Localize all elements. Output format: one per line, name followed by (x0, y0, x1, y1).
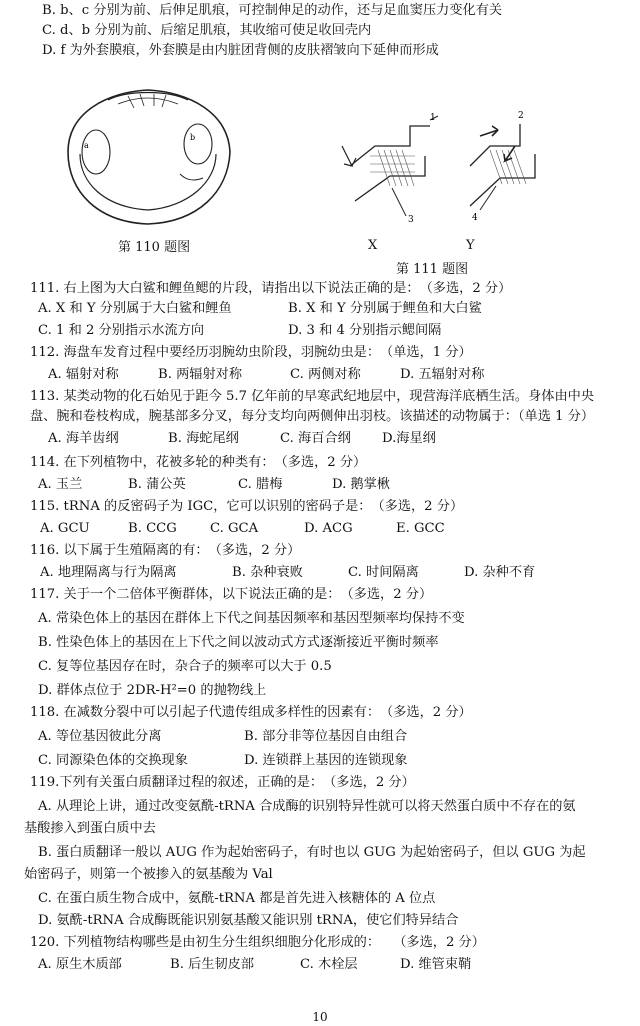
q119-option-c: C. 在蛋白质生物合成中，氨酰-tRNA 都是首先进入核糖体的 A 位点 (38, 891, 436, 906)
q119-option-d: D. 氨酰-tRNA 合成酶既能识别氨基酸又能识别 tRNA，使它们特异结合 (38, 913, 459, 928)
q116-stem: 116. 以下属于生殖隔离的有： （多选，2 分） (30, 543, 301, 558)
fig111-label-1: 1 (430, 113, 436, 123)
q111-option-c: C. 1 和 2 分别指示水流方向 (38, 323, 205, 338)
q119-option-a-continued: 基酸掺入到蛋白质中去 (24, 821, 156, 836)
q113-stem-continued: 盘、腕和卷枝构成，腕基部多分叉，每分支均向两侧伸出羽枝。该描述的动物属于：（单选 1 分） (30, 409, 595, 424)
q111-option-a: A. X 和 Y 分别属于大白鲨和鲤鱼 (38, 301, 232, 316)
q120-option-b: B. 后生韧皮部 (170, 957, 255, 972)
q115-stem: 115. tRNA 的反密码子为 IGC，它可以识别的密码子是： （多选，2 分） (30, 499, 464, 514)
q113-option-c: C. 海百合纲 (280, 431, 351, 446)
q117-option-b: B. 性染色体上的基因在上下代之间以波动式方式逐渐接近平衡时频率 (38, 635, 439, 650)
q116-option-d: D. 杂种不育 (464, 565, 536, 580)
fig111-caption: 第 111 题图 (396, 262, 469, 277)
q120-option-d: D. 维管束鞘 (400, 957, 472, 972)
q112-option-d: D. 五辐射对称 (400, 367, 485, 382)
q115-option-c: C. GCA (210, 521, 259, 536)
q115-option-a: A. GCU (40, 521, 90, 536)
q119-option-a: A. 从理论上讲，通过改变氨酰-tRNA 合成酶的识别特异性就可以将天然蛋白质中不存在的氨 (38, 799, 576, 814)
q115-option-e: E. GCC (396, 521, 445, 536)
fig111-label-4: 4 (472, 213, 478, 223)
gill-fragments-figure (330, 106, 570, 236)
page-number: 10 (312, 1010, 328, 1024)
q113-stem: 113. 某类动物的化石始见于距今 5.7 亿年前的早寒武纪地层中，现营海洋底栖生活。身体由中央 (30, 389, 595, 404)
fig110-label-b: b (190, 133, 196, 142)
q120-option-c: C. 木栓层 (300, 957, 358, 972)
q110-option-d: D. f 为外套膜痕，外套膜是由内脏团背侧的皮肤褶皱向下延伸而形成 (42, 43, 439, 58)
q113-option-b: B. 海蛇尾纲 (168, 431, 239, 446)
q110-option-c: C. d、b 分别为前、后缩足肌痕，其收缩可使足收回壳内 (42, 23, 372, 38)
q117-option-d: D. 群体点位于 2DR-H²=0 的抛物线上 (38, 683, 267, 698)
q111-option-b: B. X 和 Y 分别属于鲤鱼和大白鲨 (288, 301, 482, 316)
fig111-label-3: 3 (408, 215, 414, 225)
q114-option-a: A. 玉兰 (38, 477, 83, 492)
q115-option-b: B. CCG (128, 521, 177, 536)
fig111-y-label: Y (466, 238, 475, 253)
q111-option-d: D. 3 和 4 分别指示鳃间隔 (288, 323, 442, 338)
q114-stem: 114. 在下列植物中，花被多轮的种类有： （多选，2 分） (30, 455, 367, 470)
q119-stem: 119.下列有关蛋白质翻译过程的叙述，正确的是： （多选，2 分） (30, 775, 415, 790)
q114-option-b: B. 蒲公英 (128, 477, 186, 492)
fig111-x-label: X (368, 238, 378, 253)
q119-option-b: B. 蛋白质翻译一般以 AUG 作为起始密码子，有时也以 GUG 为起始密码子，但以 GUG 为起 (38, 845, 586, 860)
q117-option-c: C. 复等位基因存在时，杂合子的频率可以大于 0.5 (38, 659, 332, 674)
q117-stem: 117. 关于一个二倍体平衡群体，以下说法正确的是： （多选，2 分） (30, 587, 433, 602)
q116-option-c: C. 时间隔离 (348, 565, 419, 580)
q116-option-b: B. 杂种衰败 (232, 565, 303, 580)
q118-stem: 118. 在减数分裂中可以引起子代遗传组成多样性的因素有： （多选，2 分） (30, 705, 472, 720)
q110-option-b: B. b、c 分别为前、后伸足肌痕，可控制伸足的动作，还与足血窦压力变化有关 (42, 3, 503, 18)
q113-option-d: D.海星纲 (382, 431, 436, 446)
q111-stem: 111. 右上图为大白鲨和鲤鱼鳃的片段，请指出以下说法正确的是： （多选，2 分） (30, 281, 512, 296)
fig111-label-2: 2 (518, 111, 524, 121)
q114-option-c: C. 腊梅 (238, 477, 283, 492)
fig110-label-a: a (84, 141, 89, 150)
q112-option-b: B. 两辐射对称 (158, 367, 243, 382)
q114-option-d: D. 鹅掌楸 (332, 477, 391, 492)
q120-stem: 120. 下列植物结构哪些是由初生分生组织细胞分化形成的： （多选，2 分） (30, 935, 485, 950)
q120-option-a: A. 原生木质部 (38, 957, 122, 972)
q115-option-d: D. ACG (304, 521, 353, 536)
q113-option-a: A. 海羊齿纲 (48, 431, 119, 446)
q118-option-b: B. 部分非等位基因自由组合 (244, 729, 408, 744)
q118-option-c: C. 同源染色体的交换现象 (38, 753, 188, 768)
q112-stem: 112. 海盘车发育过程中要经历羽腕幼虫阶段，羽腕幼虫是： （单选，1 分） (30, 345, 472, 360)
q112-option-c: C. 两侧对称 (290, 367, 361, 382)
q118-option-a: A. 等位基因彼此分离 (38, 729, 162, 744)
q116-option-a: A. 地理隔离与行为隔离 (40, 565, 177, 580)
q112-option-a: A. 辐射对称 (48, 367, 119, 382)
q119-option-b-continued: 始密码子，则第一个被掺入的氨基酸为 Val (24, 867, 273, 882)
fig110-caption: 第 110 题图 (118, 240, 191, 255)
q117-option-a: A. 常染色体上的基因在群体上下代之间基因频率和基因型频率均保持不变 (38, 611, 465, 626)
q118-option-d: D. 连锁群上基因的连锁现象 (244, 753, 408, 768)
clam-shell-figure (58, 82, 238, 232)
